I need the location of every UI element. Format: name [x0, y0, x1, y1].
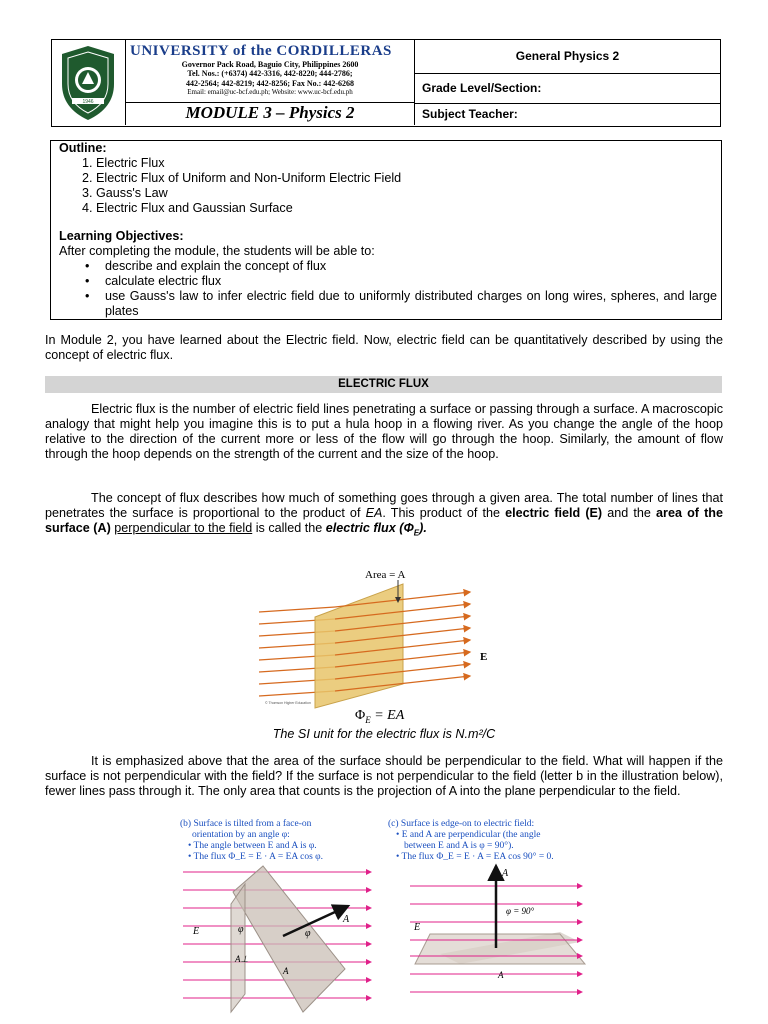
figure-c-line: (c) Surface is edge-on to electric field: [388, 819, 535, 829]
section-title: ELECTRIC FLUX [45, 376, 722, 393]
formula-rest: = EA [370, 708, 405, 723]
a-surface-label: A [283, 966, 289, 976]
objectives-title: Learning Objectives: [59, 229, 184, 243]
course-name: General Physics 2 [515, 49, 620, 63]
university-address [130, 60, 410, 98]
university-seal-logo [52, 40, 125, 125]
intro-paragraph: In Module 2, you have learned about the Electric field. Now, electric field can be quantitatively described by using the concept of electric flux. [45, 333, 723, 362]
figure-b-line: (b) Surface is tilted from a face-on [180, 819, 312, 829]
electric-flux-end: ). [419, 521, 427, 535]
outline-item: 3. Gauss's Law [82, 186, 168, 200]
a-perp-label: A⊥ [235, 954, 249, 964]
horizontal-surface-lower [415, 934, 585, 964]
text-run: is called the [252, 521, 326, 535]
electric-flux-term: electric flux (Φ [325, 521, 414, 535]
text-run-ea: EA [365, 506, 383, 520]
phi-label: φ [238, 924, 244, 935]
teacher-cell [415, 103, 720, 125]
tilted-surface-figure [183, 864, 378, 1014]
address-line: Email: email@uc-bcf.edu.ph; Website: www.uc-bcf.edu.ph [187, 88, 353, 97]
phi-90-label: φ = 90° [506, 906, 535, 916]
area-term: area of the surface (A) [45, 506, 723, 535]
header-table [51, 39, 721, 127]
figure-b-line: orientation by an angle φ: [192, 830, 290, 840]
e-vector-label: E [193, 926, 200, 937]
si-unit-caption: The SI unit for the electric flux is N.m²/C [272, 727, 496, 741]
outline-title: Outline: [59, 141, 107, 155]
figure-c-caption [388, 819, 554, 863]
copyright-note: © Thomson Higher Education [265, 701, 311, 705]
figure-c-line: • E and A are perpendicular (the angle [396, 830, 541, 840]
phi-angle-label: φ [305, 928, 311, 939]
perpendicular-term: perpendicular to the field [114, 521, 253, 535]
teacher-label: Subject Teacher: [422, 107, 518, 121]
university-cell [126, 40, 415, 103]
edge-on-surface-figure [410, 862, 590, 1012]
phi-symbol: Φ [355, 708, 366, 723]
bullet-icon: • [85, 274, 90, 288]
outline-item: 4. Electric Flux and Gaussian Surface [82, 201, 293, 215]
address-line: Governor Pack Road, Baguio City, Philippines 2600 [181, 60, 359, 69]
objective-item: calculate electric flux [105, 274, 222, 288]
text-run: . This product of the [382, 506, 506, 520]
text-run: The concept of flux describes how much of something goes through a given area. The total number of lines that penetrates the surface is proportional to the product of [45, 491, 723, 520]
text-run: and the [602, 506, 657, 520]
outline-item: 1. Electric Flux [82, 156, 165, 170]
surface-plane [315, 584, 403, 708]
figure-c-line: between E and A is φ = 90°). [404, 841, 514, 851]
flux-subscript: E [413, 528, 420, 538]
module-title: MODULE 3 – Physics 2 [185, 103, 355, 122]
a-vector-label: A [502, 868, 509, 879]
figure-b-caption [180, 819, 323, 863]
tilted-surface [233, 866, 345, 1012]
figure-b-line: • The flux Φ_E = E · A = EA cos φ. [188, 852, 324, 862]
e-vector-label: E [414, 922, 421, 933]
projected-surface [231, 884, 245, 1012]
figure-c-line: • The flux Φ_E = E · A = EA cos 90° = 0. [396, 852, 554, 862]
electric-field-term: electric field (E) [505, 506, 603, 520]
bullet-icon: • [85, 289, 90, 303]
outline-box [50, 140, 722, 320]
course-cell [415, 40, 720, 74]
bullet-icon: • [85, 259, 90, 273]
a-vector-label: A [343, 914, 350, 925]
grade-level-cell [415, 73, 720, 104]
paragraph-flux-definition: Electric flux is the number of electric field lines penetrating a surface or passing through a surface. A macroscopic analogy that might help you imagine this is to put a hula hoop in a flowing river. As you change the angle of the hoop relative to the direction of the current more or less of the flow will go through the hoop. Similarly, the amount of flow through the hoop depends on the strength of the current and the size of the hoop. [45, 402, 723, 461]
objective-item: use Gauss's law to infer electric field due to uniformly distributed charges on long wires, spheres, and large plates [105, 289, 717, 318]
paragraph-flux-concept [45, 491, 723, 541]
outline-item: 2. Electric Flux of Uniform and Non-Uniform Electric Field [82, 171, 402, 185]
seal-year: 1946 [82, 99, 94, 105]
module-cell [126, 102, 415, 125]
flux-formula [355, 708, 404, 725]
paragraph-perpendicular: It is emphasized above that the area of the surface should be perpendicular to the field. What will happen if the surface is not perpendicular with the field? If the surface is not perpendicular to the field (letter b in the illustration below), fewer lines pass through it. The only area that counts is the projection of A into the plane perpendicular to the field. [45, 754, 723, 798]
grade-level-label: Grade Level/Section: [422, 81, 542, 95]
objective-item: describe and explain the concept of flux [105, 259, 327, 273]
figure-b-line: • The angle between E and A is φ. [188, 841, 317, 851]
logo-cell [52, 40, 126, 125]
university-name: UNIVERSITY of the CORDILLERAS [130, 43, 392, 59]
address-line: Tel. Nos.: (+6374) 442-3316, 442-8220; 444-2786; [187, 69, 353, 79]
phi-subscript: E [365, 714, 371, 725]
a-surface-label: A [498, 970, 504, 980]
e-field-label: E [480, 651, 488, 663]
area-label: Area = A [365, 569, 406, 581]
flux-uniform-field-figure [255, 562, 505, 712]
address-line: 442-2564; 442-8219; 442-8256; Fax No.: 442-6268 [186, 78, 354, 88]
objectives-intro: After completing the module, the students will be able to: [59, 244, 375, 258]
